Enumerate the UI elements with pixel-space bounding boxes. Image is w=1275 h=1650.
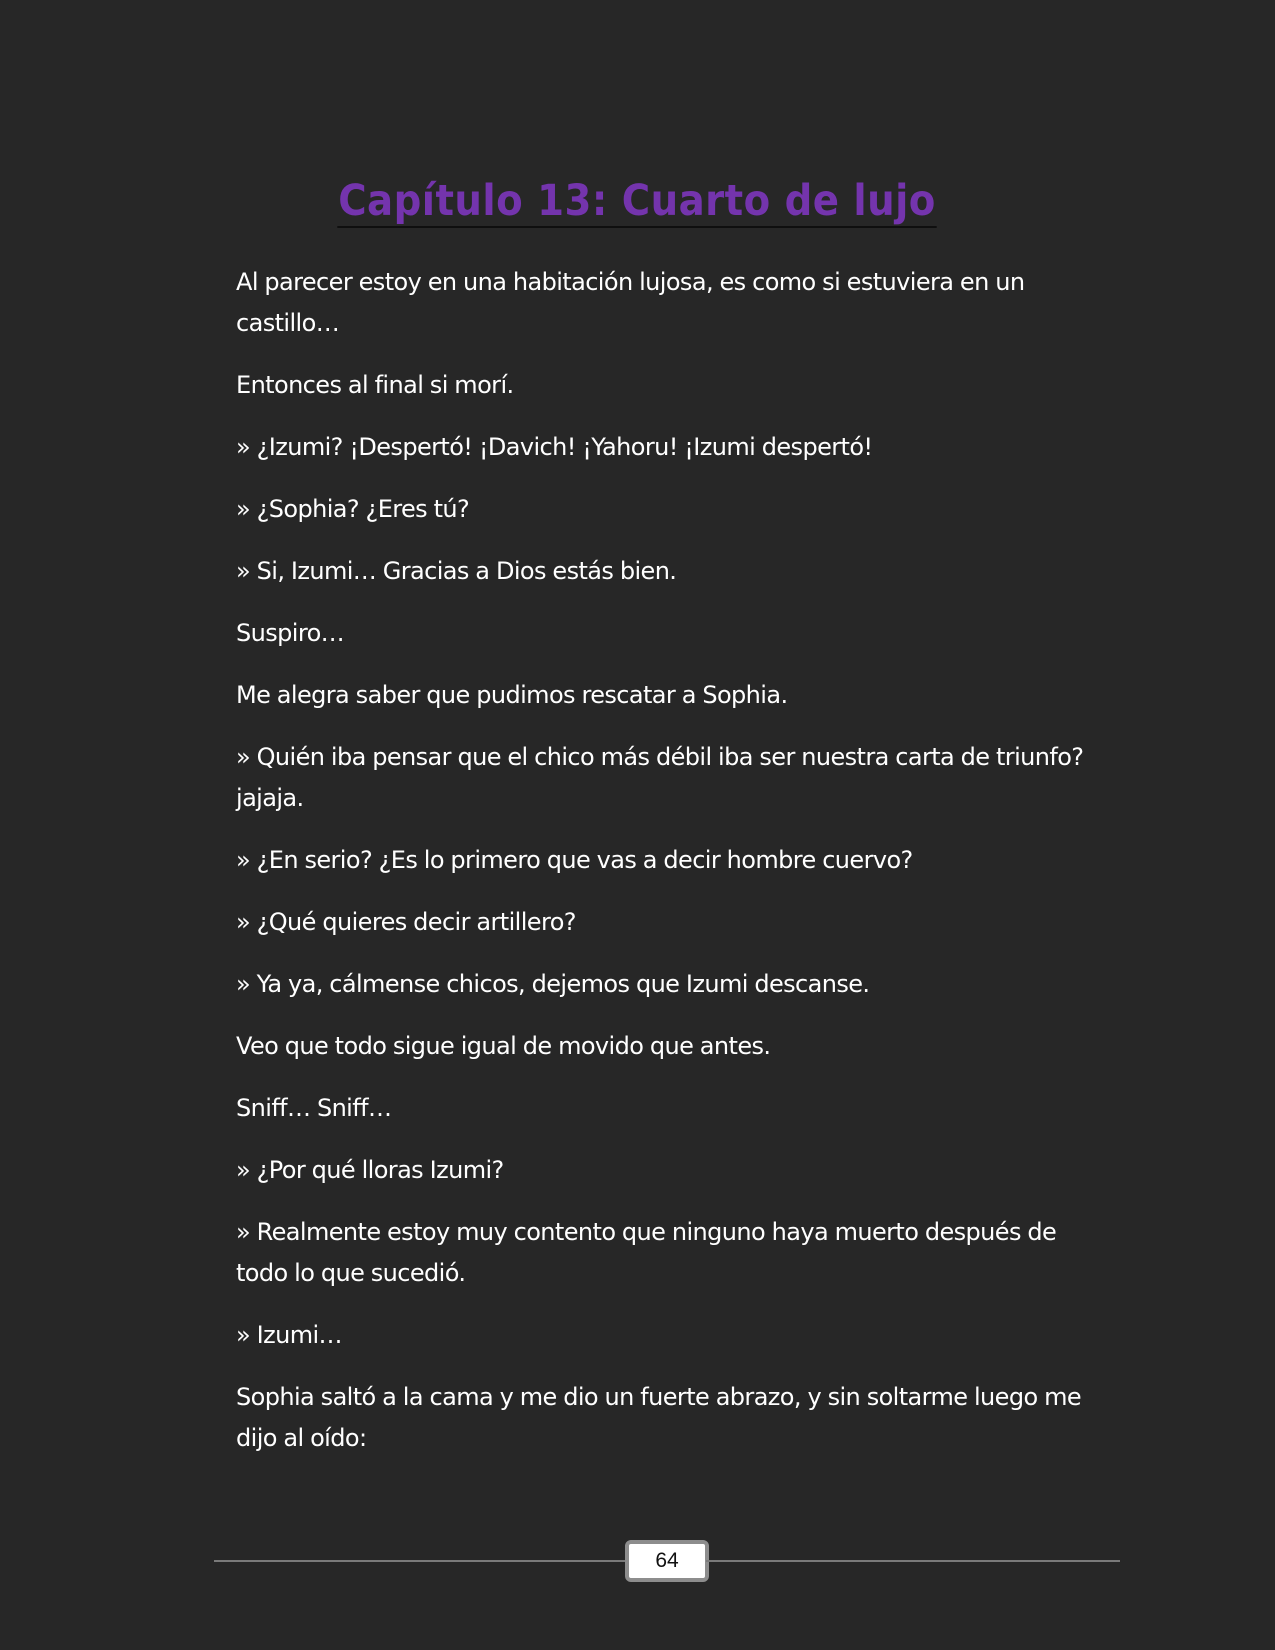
chapter-title: Capítulo 13: Cuarto de lujo	[338, 176, 937, 226]
dialogue-line: » Izumi…	[236, 1321, 342, 1349]
chapter-heading	[0, 176, 1275, 228]
paragraph: Me alegra saber que pudimos rescatar a Sophia.	[236, 681, 788, 709]
dialogue-line: » Ya ya, cálmense chicos, dejemos que Izumi descanse.	[236, 970, 870, 998]
dialogue-line: » Si, Izumi… Gracias a Dios estás bien.	[236, 557, 677, 585]
paragraph: Suspiro…	[236, 619, 345, 647]
dialogue-line: » ¿En serio? ¿Es lo primero que vas a decir hombre cuervo?	[236, 846, 913, 874]
dialogue-line: » Quién iba pensar que el chico más débil iba ser nuestra carta de triunfo? jajaja.	[236, 743, 1084, 812]
paragraph: Veo que todo sigue igual de movido que antes.	[236, 1032, 771, 1060]
paragraph: Sniff… Sniff…	[236, 1094, 392, 1122]
paragraph: Sophia saltó a la cama y me dio un fuerte abrazo, y sin soltarme luego me dijo al oído:	[236, 1383, 1082, 1452]
dialogue-line: » Realmente estoy muy contento que ninguno haya muerto después de todo lo que sucedió.	[236, 1218, 1057, 1287]
dialogue-line: » ¿Qué quieres decir artillero?	[236, 908, 576, 936]
page-number: 64	[625, 1540, 709, 1582]
dialogue-line: » ¿Izumi? ¡Despertó! ¡Davich! ¡Yahoru! ¡Izumi despertó!	[236, 433, 873, 461]
dialogue-line: » ¿Por qué lloras Izumi?	[236, 1156, 504, 1184]
chapter-body	[236, 262, 1096, 1480]
footer-divider-right	[706, 1560, 1120, 1562]
paragraph: Al parecer estoy en una habitación lujosa, es como si estuviera en un castillo…	[236, 268, 1025, 337]
paragraph: Entonces al final si morí.	[236, 371, 514, 399]
dialogue-line: » ¿Sophia? ¿Eres tú?	[236, 495, 470, 523]
footer-divider-left	[214, 1560, 628, 1562]
